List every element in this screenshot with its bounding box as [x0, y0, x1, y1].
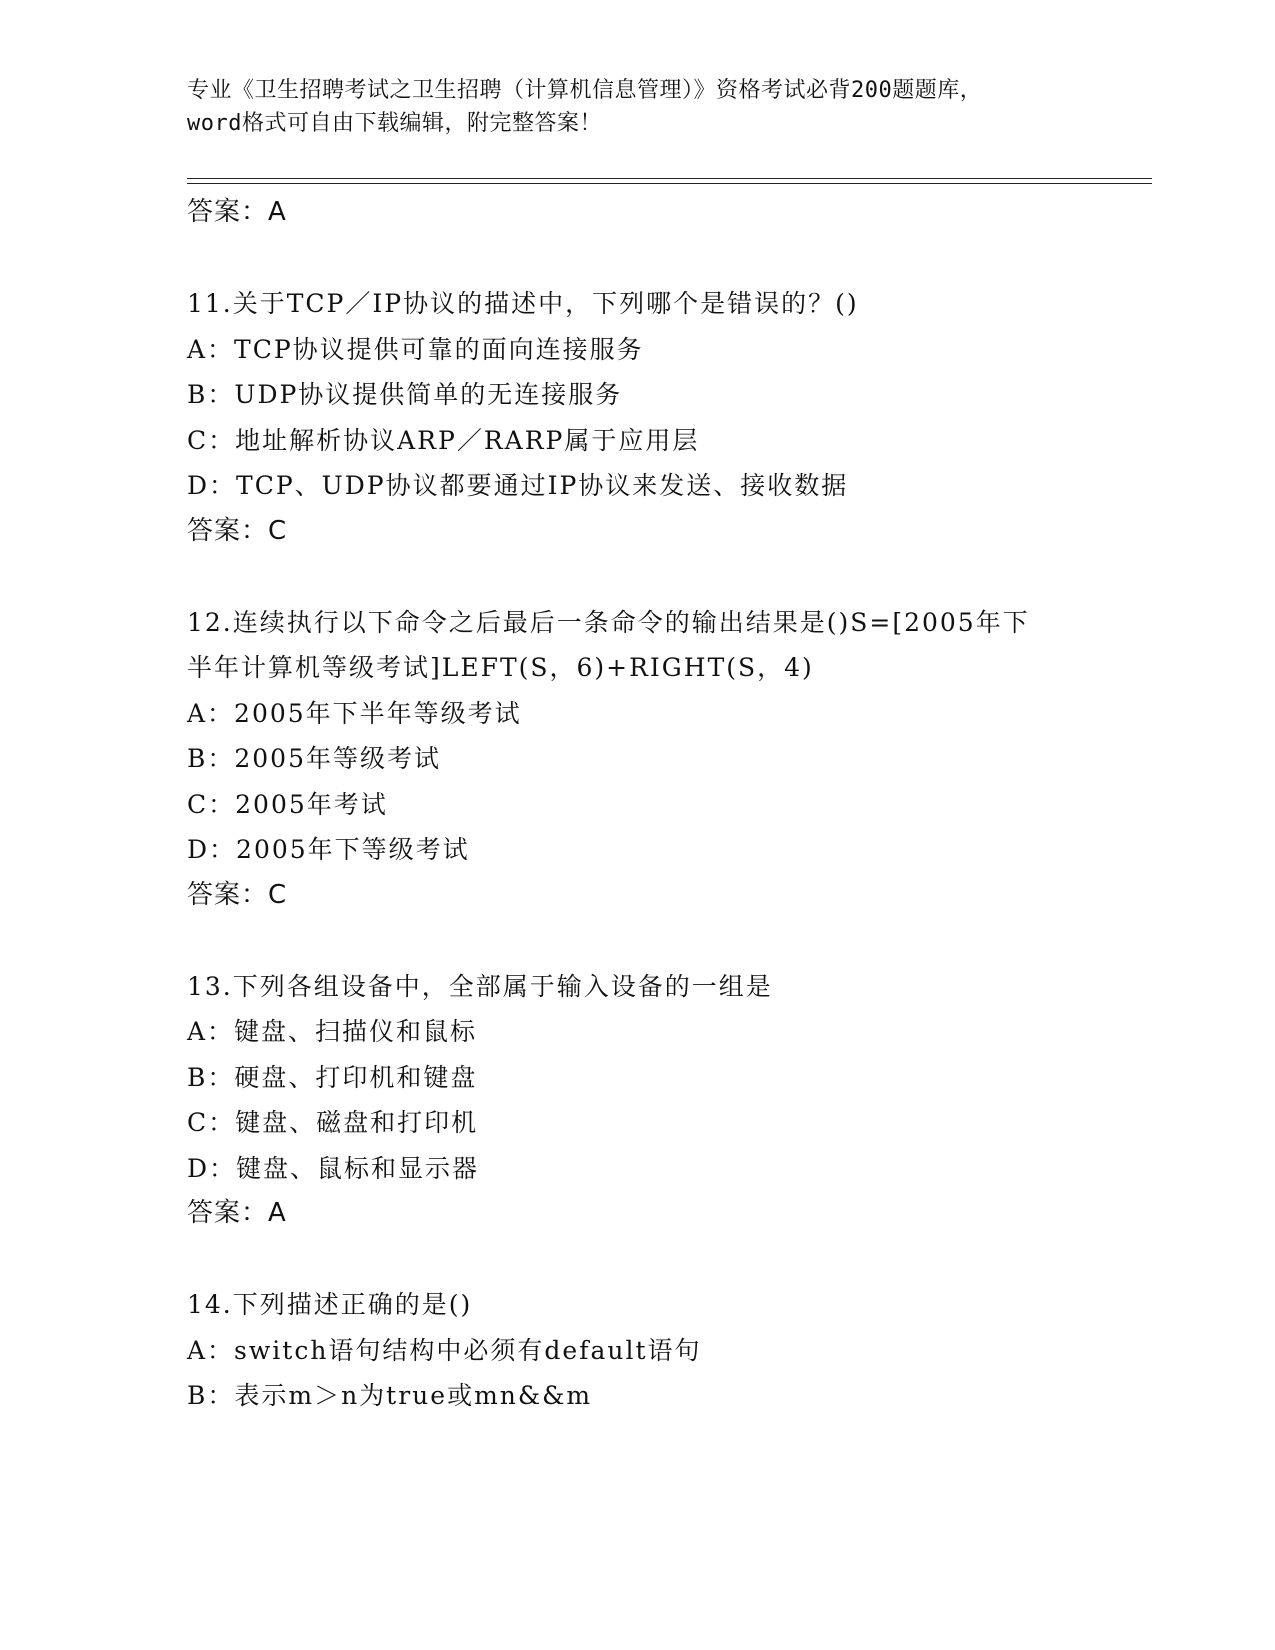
option-d: D：2005年下等级考试 [187, 835, 470, 864]
option-b: B：UDP协议提供简单的无连接服务 [187, 380, 623, 409]
option-b: B：硬盘、打印机和键盘 [187, 1062, 478, 1092]
spacer [187, 554, 1087, 600]
option-a: A：2005年下半年等级考试 [187, 698, 522, 728]
option-c: C：2005年考试 [187, 789, 388, 819]
spacer [187, 1236, 1087, 1282]
document-header [187, 74, 1087, 140]
option-d: D：TCP、UDP协议都要通过IP协议来发送、接收数据 [187, 471, 849, 500]
option-b: B：2005年等级考试 [187, 744, 441, 773]
question-list [187, 190, 1087, 1419]
option-c: C：地址解析协议ARP／RARP属于应用层 [187, 425, 700, 455]
answer-line: 答案：A [187, 197, 287, 227]
question-stem-line-2: 半年计算机等级考试]LEFT(S，6)+RIGHT(S，4) [187, 653, 814, 682]
option-d: D：键盘、鼠标和显示器 [187, 1153, 480, 1183]
question-stem: 14.下列描述正确的是() [187, 1290, 473, 1319]
header-divider-top [187, 178, 1152, 179]
question-13 [187, 964, 1087, 1237]
header-line-2: word格式可自由下载编辑，附完整答案！ [187, 111, 602, 136]
answer-line: 答案：A [187, 1198, 287, 1228]
spacer [187, 918, 1087, 964]
answer-line: 答案：C [187, 515, 288, 546]
option-a: A：TCP协议提供可靠的面向连接服务 [187, 334, 644, 364]
question-stem: 11.关于TCP／IP协议的描述中，下列哪个是错误的？() [187, 289, 859, 318]
option-a: A：键盘、扫描仪和鼠标 [187, 1017, 478, 1046]
question-12 [187, 600, 1087, 918]
header-line-1: 专业《卫生招聘考试之卫生招聘（计算机信息管理）》资格考试必背200题题库， [187, 78, 983, 103]
question-11 [187, 281, 1087, 554]
answer-line: 答案：C [187, 879, 288, 910]
question-stem: 13.下列各组设备中，全部属于输入设备的一组是 [187, 971, 773, 1001]
spacer [187, 235, 1087, 281]
option-b: B：表示m＞n为true或mn&&m [187, 1381, 593, 1410]
question-stem-line-1: 12.连续执行以下命令之后最后一条命令的输出结果是()S=[2005年下 [187, 607, 1030, 637]
option-a: A：switch语句结构中必须有default语句 [187, 1335, 702, 1365]
header-divider-bottom [187, 183, 1152, 184]
option-c: C：键盘、磁盘和打印机 [187, 1108, 479, 1137]
question-14 [187, 1282, 1087, 1419]
